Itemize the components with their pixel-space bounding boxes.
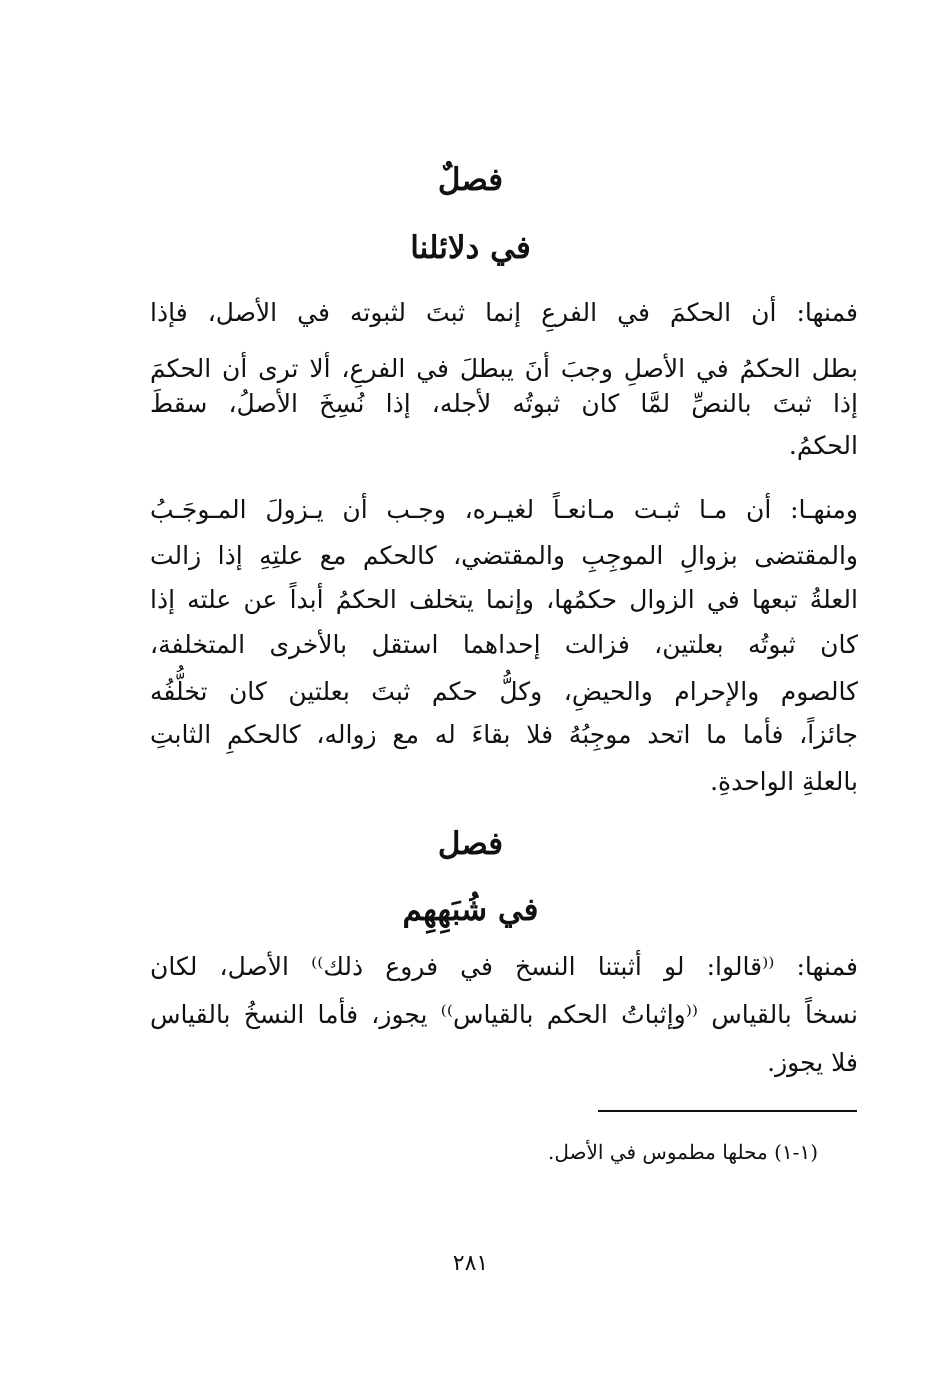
page-number: ٢٨١ [452,1251,489,1276]
text-line: فمنها: ⁽⁽قالوا: لو أثبتنا النسخ في فروع ذلك⁾⁾ الأصل، لكان [150,952,858,981]
section-subtitle: في دلائلنا [410,230,531,266]
text-line: فلا يجوز. [767,1048,858,1077]
text-line: إذا ثبتَ بالنصِّ لمَّا كان ثبوتُه لأجله، إذا نُسِخَ الأصلُ، سقطَ [150,389,858,418]
text-line: العلةُ تبعها في الزوال حكمُها، وإنما يتخلف الحكمُ أبداً عن علته إذا [150,585,858,614]
text-line: كان ثبوتُه بعلتين، فزالت إحداهما استقل بالأخرى المتخلفة، [150,630,858,659]
text-line: ومنهـا: أن مـا ثبـت مـانعـاً لغيـره، وجـب أن يـزولَ المـوجَـبُ [150,495,858,524]
section-title: فصلٌ [437,162,504,198]
section-subtitle: في شُبَهِهِم [402,892,539,928]
text-line: بطل الحكمُ في الأصلِ وجبَ أنَ يبطلَ في الفرعِ، ألا ترى أن الحكمَ [150,354,858,383]
text-line: نسخاً بالقياس ⁽⁽وإثباتُ الحكم بالقياس⁾⁾ يجوز، فأما النسخُ بالقياس [150,1000,858,1029]
text-line: جائزاً، فأما ما اتحد موجِبُهُ فلا بقاءَ له مع زواله، كالحكمِ الثابتِ [150,720,858,749]
section-title: فصل [437,826,504,862]
text-line: فمنها: أن الحكمَ في الفرعِ إنما ثبتَ لثبوته في الأصل، فإذا [150,298,858,327]
text-line: كالصوم والإحرام والحيضِ، وكلُّ حكم ثبتَ بعلتين كان تخلُّفُه [150,677,858,706]
text-line: الحكمُ. [788,431,858,460]
footnote-separator [598,1110,857,1112]
footnote: (١-١) محلها مطموس في الأصل. [548,1140,818,1164]
text-line: بالعلةِ الواحدةِ. [710,767,858,796]
text-line: والمقتضى بزوالِ الموجِبِ والمقتضي، كالحكم مع علتِهِ إذا زالت [150,541,858,570]
